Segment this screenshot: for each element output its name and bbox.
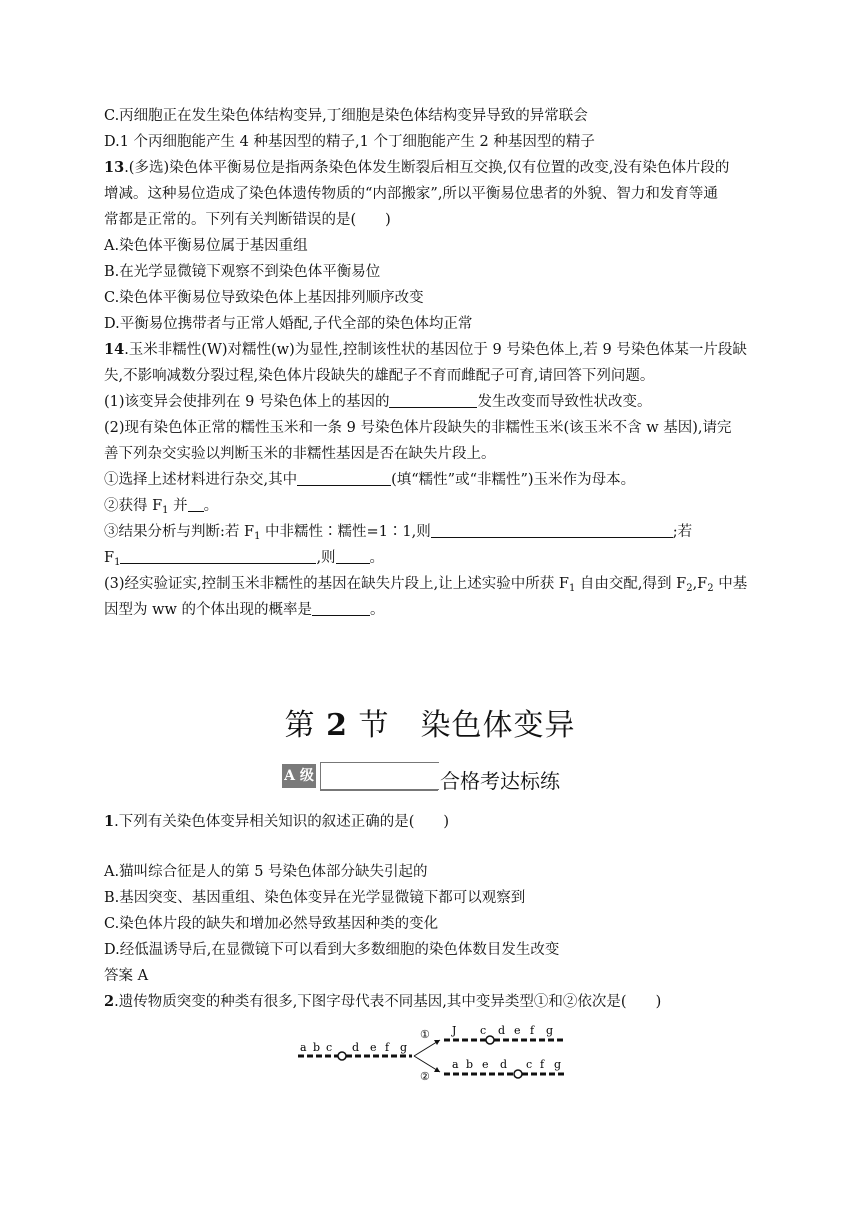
answer-blank[interactable]: [336, 549, 370, 564]
chromosome-diagram: [290, 1018, 580, 1086]
q13-option-d: D.平衡易位携带者与正常人婚配,子代全部的染色体均正常: [104, 316, 473, 332]
q14-step2-text2: 并: [168, 498, 188, 514]
q14-part3-line2: [104, 600, 764, 620]
q14-step3-text: ③结果分析与判断:若 F: [104, 524, 255, 540]
q14-step3-text2: 中非糯性∶糯性=1∶1,则: [260, 524, 431, 540]
level-underline: [320, 790, 438, 791]
gene-label: a: [300, 1041, 307, 1054]
gene-label: e: [482, 1058, 489, 1071]
option-c-prev: C.丙细胞正在发生染色体结构变异,丁细胞是染色体结构变异导致的异常联会: [104, 108, 588, 124]
q1-option-c: C.染色体片段的缺失和增加必然导致基因种类的变化: [104, 916, 439, 932]
q14-part2-line2: 善下列杂交实验以判断玉米的非糯性基因是否在缺失片段上。: [104, 446, 496, 462]
gene-label: g: [546, 1024, 554, 1037]
gene-label: c: [326, 1041, 333, 1054]
q14-step3-text3: ;若: [672, 524, 693, 540]
q1-number: 1: [104, 813, 115, 830]
gene-label: g: [400, 1041, 408, 1054]
centromere-icon: [338, 1052, 346, 1060]
q1-option-b: B.基因突变、基因重组、染色体变异在光学显微镜下都可以观察到: [104, 890, 526, 906]
q1-text: .下列有关染色体变异相关知识的叙述正确的是( ): [114, 814, 450, 830]
gene-label: d: [498, 1024, 506, 1037]
q14-number: 14: [104, 341, 125, 358]
q14-step2: [104, 496, 764, 516]
q14-stem-line1: [104, 340, 764, 360]
q14-step1-text: ①选择上述材料进行杂交,其中: [104, 472, 298, 488]
gene-label: a: [452, 1058, 459, 1071]
gene-label: d: [500, 1058, 508, 1071]
q13-option-b: B.在光学显微镜下观察不到染色体平衡易位: [104, 264, 381, 280]
q13-option-a: A.染色体平衡易位属于基因重组: [104, 238, 308, 254]
section-title-post: 节 染色体变异: [347, 708, 576, 743]
q1-option-a: A.猫叫综合征是人的第 5 号染色体部分缺失引起的: [104, 864, 428, 880]
q13-stem-line2: 增减。这种易位造成了染色体遗传物质的“内部搬家”,所以平衡易位患者的外貌、智力和发育等通: [104, 186, 718, 202]
mutation-label-2: ②: [420, 1070, 430, 1083]
answer-blank[interactable]: [431, 523, 673, 538]
q1-option-d: D.经低温诱导后,在显微镜下可以看到大多数细胞的染色体数目发生改变: [104, 942, 560, 958]
q14-step2-text: ②获得 F: [104, 498, 163, 514]
q14-step3-cont: [104, 548, 764, 568]
section-number: 2: [326, 708, 348, 743]
gene-label: f: [530, 1024, 535, 1037]
subscript: 2: [707, 583, 714, 594]
level-header: [282, 760, 612, 796]
q14-part1-text: (1)该变异会使排列在 9 号染色体上的基因的: [104, 394, 390, 410]
centromere-icon: [486, 1036, 494, 1044]
answer-blank[interactable]: [120, 549, 316, 564]
q14-part3-line1: [104, 574, 764, 594]
gene-label: b: [466, 1058, 474, 1071]
q2-number: 2: [104, 993, 115, 1010]
q14-step1: [104, 470, 764, 490]
arrow-icons: [414, 1028, 440, 1083]
gene-label: e: [370, 1041, 377, 1054]
subscript: 2: [686, 583, 693, 594]
q1-stem: [104, 812, 764, 832]
q14-part3-text3: ,F: [692, 576, 708, 592]
q14-part3-text6: 。: [370, 602, 385, 618]
gene-label: d: [352, 1041, 360, 1054]
mutation-label-1: ①: [420, 1028, 430, 1041]
q13-option-c: C.染色体平衡易位导致染色体上基因排列顺序改变: [104, 290, 424, 306]
q1-answer: 答案 A: [104, 968, 149, 984]
q13-stem-line3: 常都是正常的。下列有关判断错误的是( ): [104, 212, 391, 228]
q14-part2-line1: (2)现有染色体正常的糯性玉米和一条 9 号染色体片段缺失的非糯性玉米(该玉米不含 w 基因),请完: [104, 420, 732, 436]
q14-part1-text2: 发生改变而导致性状改变。: [477, 394, 652, 410]
gene-label: c: [526, 1058, 533, 1071]
q14-step2-text3: 。: [203, 498, 219, 514]
q14-step3b-text3: 。: [369, 550, 385, 566]
q14-part3-text5: 因型为 ww 的个体出现的概率是: [104, 602, 313, 618]
q2-stem: [104, 992, 764, 1012]
gene-label: f: [385, 1041, 390, 1054]
gene-label: b: [313, 1041, 321, 1054]
section-title: [0, 706, 860, 746]
subscript: 1: [162, 505, 169, 516]
q2-text: .遗传物质突变的种类有很多,下图字母代表不同基因,其中变异类型①和②依次是( ): [114, 994, 662, 1010]
q14-part3-text2: 自由交配,得到 F: [575, 576, 687, 592]
level-title: 合格考达标练: [440, 769, 560, 793]
answer-blank[interactable]: [297, 471, 391, 486]
q14-step3b-text: F: [104, 550, 115, 566]
gene-label: g: [554, 1058, 562, 1071]
q14-text1: .玉米非糯性(W)对糯性(w)为显性,控制该性状的基因位于 9 号染色体上,若 9 号染色体某一片段缺: [124, 342, 747, 358]
subscript: 1: [254, 531, 261, 542]
subscript: 1: [568, 583, 576, 594]
gene-label: c: [480, 1024, 487, 1037]
q14-stem-line2: 失,不影响减数分裂过程,染色体片段缺失的雄配子不育而雌配子可育,请回答下列问题。: [104, 368, 655, 384]
gene-label: f: [540, 1058, 545, 1071]
level-badge-frame: [320, 762, 439, 790]
subscript: 1: [114, 557, 121, 568]
q14-step3: [104, 522, 764, 542]
section-title-pre: 第: [284, 708, 327, 743]
answer-blank[interactable]: [389, 393, 477, 408]
gene-label: e: [514, 1024, 521, 1037]
original-chromosome: [298, 1041, 412, 1060]
q13-stem-line1: [104, 158, 764, 178]
q13-number: 13: [104, 159, 125, 176]
q14-part3-text: (3)经实验证实,控制玉米非糯性的基因在缺失片段上,让上述实验中所获 F: [104, 576, 569, 592]
answer-blank[interactable]: [312, 601, 370, 616]
answer-blank[interactable]: [188, 497, 204, 512]
mutant-chromosome-2: [444, 1058, 566, 1078]
q13-text1: .(多选)染色体平衡易位是指两条染色体发生断裂后相互交换,仅有位置的改变,没有染色体片段的: [124, 160, 730, 176]
level-badge: A 级: [282, 764, 316, 788]
q14-step1-text2: (填“糯性”或“非糯性”)玉米作为母本。: [391, 472, 636, 488]
q14-part1: [104, 392, 764, 412]
q14-part3-text4: 中基: [713, 576, 748, 592]
q14-step3b-text2: ,则: [316, 550, 336, 566]
mutant-chromosome-1: [444, 1024, 566, 1044]
gene-label: J: [452, 1024, 457, 1037]
option-d-prev: D.1 个丙细胞能产生 4 种基因型的精子,1 个丁细胞能产生 2 种基因型的精子: [104, 134, 595, 150]
centromere-icon: [514, 1070, 522, 1078]
